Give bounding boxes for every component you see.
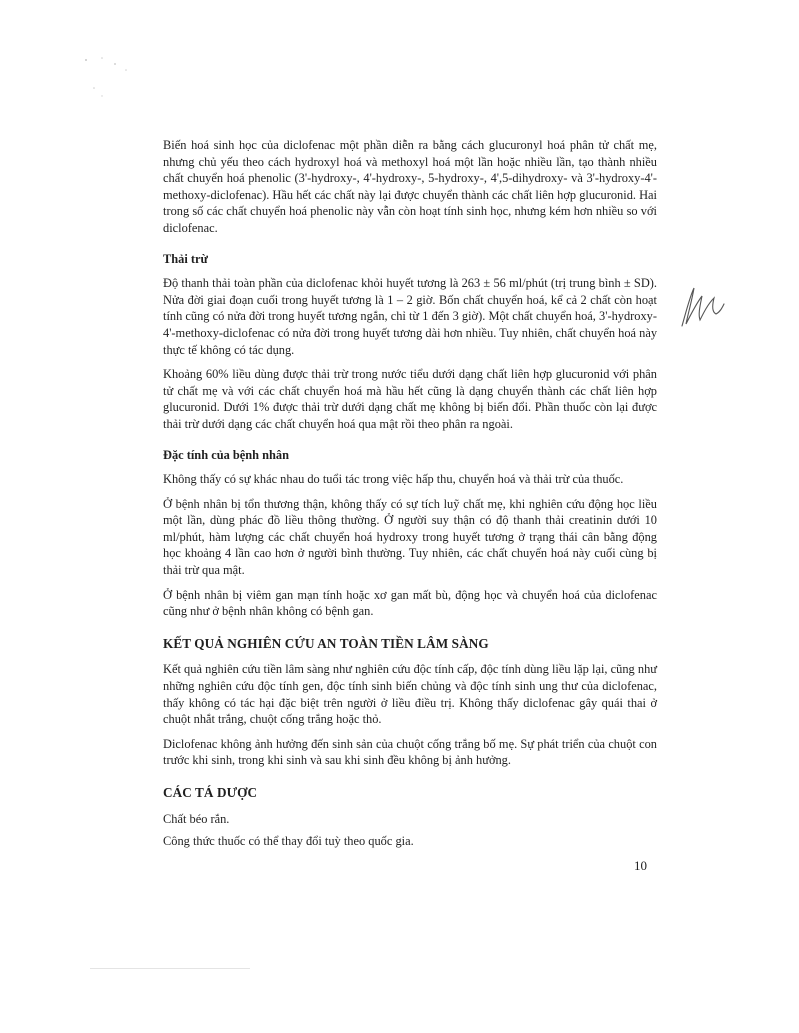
excipients-heading: CÁC TÁ DƯỢC [163, 785, 258, 800]
elimination-heading: Thải trừ [163, 251, 208, 266]
document-content [163, 137, 657, 858]
page-number: 10 [634, 858, 647, 873]
patient-characteristics-heading: Đặc tính của bệnh nhân [163, 447, 290, 462]
preclinical-paragraph-1: Kết quả nghiên cứu tiền lâm sàng như nghiên cứu độc tính cấp, độc tính dùng liều lặp lại, cũng như những nghiên cứu độc tính gen, độc tính sinh biến chủng và độc tính sinh ung thư của diclofenac, thấy không có tác hại đặc biệt trên người ở liều điều trị. Không thấy diclofenac gây quái thai ở chuột nhắt trắng, chuột cống trắng hoặc thỏ. [163, 662, 657, 727]
patient-paragraph-1: Không thấy có sự khác nhau do tuổi tác trong việc hấp thu, chuyển hoá và thải trừ của thuốc. [163, 472, 624, 487]
elimination-paragraph-2: Khoảng 60% liều dùng được thải trừ trong nước tiểu dưới dạng chất liên hợp glucuronid với phân tử chất mẹ và với các chất chuyển hoá mà hầu hết cũng là dạng chuyển thành các chất liên hợp glucuronid. Dưới 1% được thải trừ dưới dạng chất mẹ không bị biến đổi. Phần thuốc còn lại được thải trừ dưới dạng các chất chuyển hoá qua mật rồi theo phân ra ngoài. [163, 367, 657, 431]
patient-paragraph-2: Ở bệnh nhân bị tổn thương thận, không thấy có sự tích luỹ chất mẹ, khi nghiên cứu động học liều một lần, dùng phác đồ liều thông thường. Ở người suy thận có độ thanh thải creatinin dưới 10 ml/phút, hàm lượng các chất chuyển hoá hydroxy trong huyết tương ở trạng thái cân bằng động học khoảng 4 lần cao hơn ở người bình thường. Tuy nhiên, các chất chuyển hoá này cuối cùng bị thải trừ qua mật. [163, 496, 657, 578]
excipients-paragraph-2: Công thức thuốc có thể thay đổi tuỳ theo quốc gia. [163, 834, 414, 849]
excipients-paragraph-1: Chất béo rắn. [163, 811, 230, 826]
biotransformation-paragraph: Biến hoá sinh học của diclofenac một phần diễn ra bằng cách glucuronyl hoá phân tử chất mẹ, nhưng chủ yếu theo cách hydroxyl hoá và methoxyl hoá một lần hoặc nhiều lần, tạo thành nhiều chất chuyển hoá phenolic (3'-hydroxy-, 4'-hydroxy-, 5-hydroxy-, 4',5-dihydroxy- và 3'-hydroxy-4'-methoxy-diclofenac). Hầu hết các chất này lại được chuyển thành các chất liên hợp glucuronid. Hai trong số các chất chuyển hoá phenolic này vẫn còn hoạt tính sinh học, nhưng kém hơn nhiều so với diclofenac. [163, 138, 657, 235]
scan-specks [80, 52, 150, 102]
handwritten-initials-signature [676, 282, 728, 330]
patient-paragraph-3: Ở bệnh nhân bị viêm gan mạn tính hoặc xơ gan mất bù, động học và chuyển hoá của diclofenac cũng như ở bệnh nhân không có bệnh gan. [163, 587, 657, 619]
preclinical-paragraph-2: Diclofenac không ảnh hưởng đến sinh sản của chuột cống trắng bố mẹ. Sự phát triển của chuột con trước khi sinh, trong khi sinh và sau khi sinh đều không bị ảnh hưởng. [163, 736, 657, 768]
elimination-paragraph-1: Độ thanh thải toàn phần của diclofenac khỏi huyết tương là 263 ± 56 ml/phút (trị trung bình ± SD). Nửa đời giai đoạn cuối trong huyết tương là 1 – 2 giờ. Bốn chất chuyển hoá, kể cả 2 chất còn hoạt tính cũng có nửa đời trong huyết tương ngắn, chỉ từ 1 đến 3 giờ). Một chất chuyển hoá, 3'-hydroxy-4'-methoxy-diclofenac có nửa đời trong huyết tương dài hơn nhiều. Tuy nhiên, chất chuyển hoá này thực tế không có tác dụng. [163, 276, 658, 357]
preclinical-safety-heading: KẾT QUẢ NGHIÊN CỨU AN TOÀN TIỀN LÂM SÀNG [163, 635, 489, 651]
footer-scan-line [90, 968, 250, 969]
